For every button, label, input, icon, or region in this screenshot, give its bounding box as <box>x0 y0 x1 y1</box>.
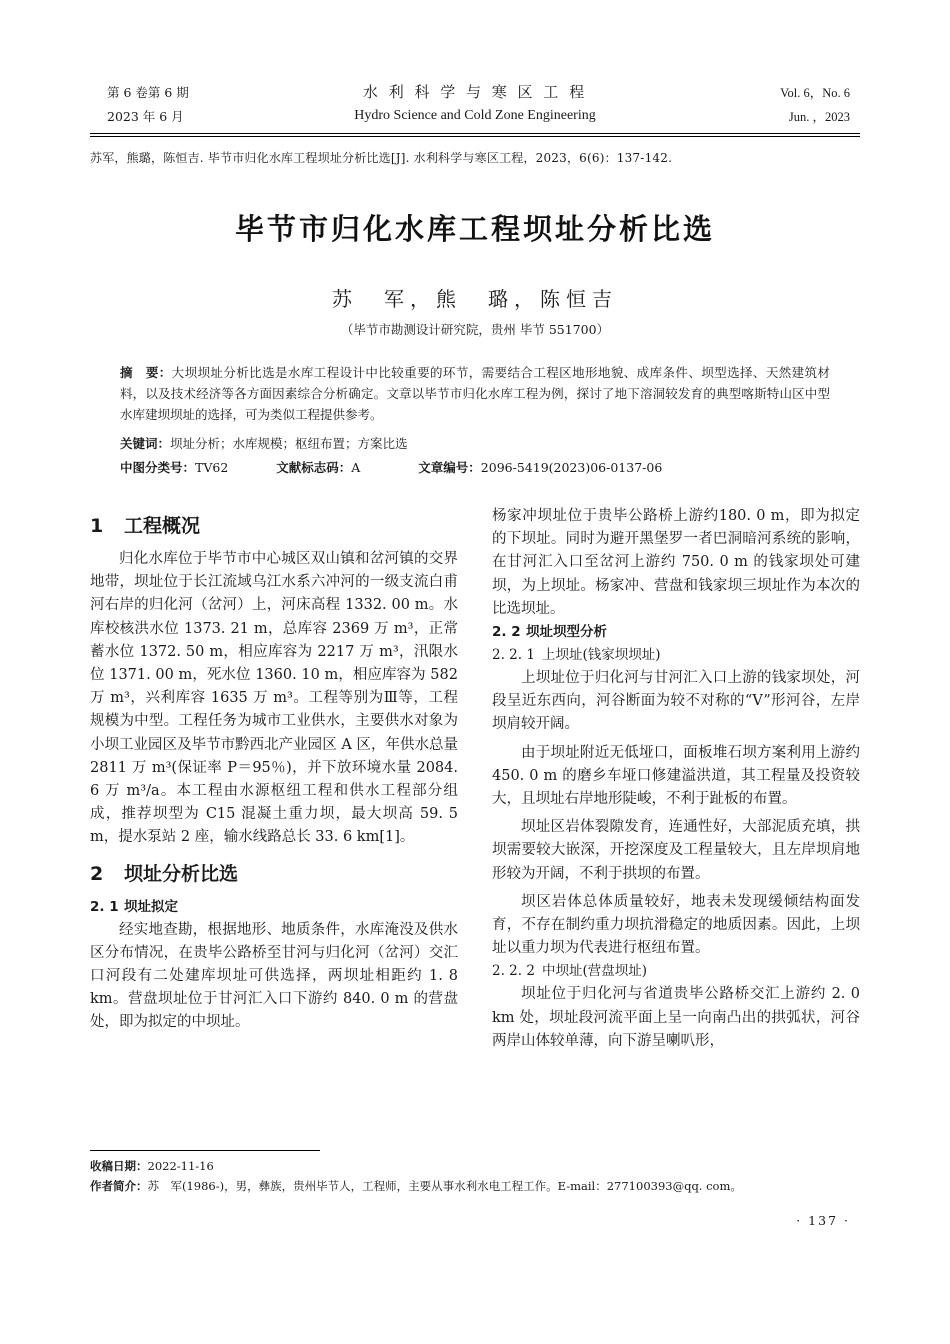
section-2-2-number: 2. 2 <box>492 624 521 641</box>
section-2-title: 坝址分析比选 <box>124 862 239 885</box>
section-2-2-2-number: 2. 2. 2 <box>492 963 535 980</box>
author-bio <box>90 1177 860 1195</box>
section-2-number: 2 <box>90 862 104 885</box>
footnote-rule <box>90 1150 320 1151</box>
section-2-2-1-paragraph-2: 由于坝址附近无低垭口，面板堆石坝方案利用上游约 450. 0 m 的磨乡车垭口修建溢洪道，其工程量及投资较大，且坝址右岸地形陡峻，不利于趾板的布置。 <box>492 744 860 808</box>
authors: 苏 军，熊 璐，陈恒吉 <box>332 287 618 311</box>
section-2-2-title: 坝址坝型分析 <box>526 624 607 641</box>
left-column <box>90 512 458 1035</box>
right-column <box>492 505 860 1053</box>
section-1-number: 1 <box>90 515 104 537</box>
doc-code-value: A <box>351 460 361 475</box>
section-2-2-2-paragraph: 坝址位于归化河与省道贵毕公路桥交汇上游约 2. 0 km 处，坝址段河流平面上呈一向南凸出的拱弧状，河谷两岸山体较单薄，向下游呈喇叭形， <box>492 986 860 1049</box>
article-number-value: 2096-5419(2023)06-0137-06 <box>480 460 663 475</box>
clc-value: TV62 <box>195 460 229 475</box>
abstract <box>120 362 830 425</box>
article-number-label: 文章编号： <box>418 460 481 475</box>
section-1-paragraph: 归化水库位于毕节市中心城区双山镇和岔河镇的交界地带，坝址位于长江流域乌江水系六冲河的一级支流白甫河右岸的归化河（岔河）上，河床高程 1332. 00 m。水库校核洪水位 1373. 21 m，总库容 2369 万 m³，正常蓄水位 1372. 50 m，相应库容为 2217 万 m³，汛限水位 1371. 00 m，死水位 1360. 10 m，相应库容为 582 万 m³，兴利库容 1635 万 m³。工程等别为Ⅲ等，工程规模为中型。工程任务为城市工业供水，主要供水对象为小坝工业园区及毕节市黔西北产业园区 A 区，年供水总量 2811 万 m³(保证率 P＝95％)，并下放环境水量 2084. 6 万 m³/a。本工程由水源枢纽工程和供水工程部分组成，推荐坝型为 C15 混凝土重力坝，最大坝高 59. 5 m，提水泵站 2 座，输水线路总长 33. 6 km[1]。 <box>90 551 458 846</box>
section-2-2-1-paragraph-1: 上坝址位于归化河与甘河汇入口上游的钱家坝处，河段呈近东西向，河谷断面为较不对称的“V”形河谷，左岸坝肩较开阔。 <box>492 670 860 733</box>
citation: 苏军，熊璐，陈恒吉. 毕节市归化水库工程坝址分析比选[J]. 水利科学与寒区工程，2023，6(6)：137-142. <box>90 151 673 165</box>
doc-code-label: 文献标志码： <box>276 460 352 475</box>
journal-date-en: Jun. ，2023 <box>788 110 850 124</box>
journal-date: 2023 年 6 月 <box>107 109 184 124</box>
header-rule <box>90 133 860 134</box>
abstract-text: 大坝坝址分析比选是水库工程设计中比较重要的环节，需要结合工程区地形地貌、成库条件、坝型选择、天然建筑材料，以及技术经济等各方面因素综合分析确定。文章以毕节市归化水库工程为例，探讨了地下溶洞较发育的典型喀斯特山区中型水库建坝坝址的选择，可为类似工程提供参考。 <box>120 365 830 422</box>
section-2-2-1-paragraph-3: 坝址区岩体裂隙发育，连通性好，大部泥质充填，拱坝需要较大嵌深，开挖深度及工程量较大，且左岸坝肩地形较为开阔，不利于拱坝的布置。 <box>492 819 860 882</box>
received-date <box>90 1157 860 1175</box>
clc-label: 中图分类号： <box>120 460 196 475</box>
page-number: · 137 · <box>796 1213 850 1228</box>
section-2-2-1-paragraph-4: 坝区岩体总体质量较好，地表未发现缓倾结构面发育，不存在制约重力坝抗滑稳定的地质因素。因此，上坝址以重力坝为代表进行枢纽布置。 <box>492 893 860 957</box>
author-bio-value: 苏 军(1986-)，男，彝族，贵州毕节人，工程师，主要从事水利水电工程工作。E-mail：277100393@qq. com。 <box>147 1179 742 1193</box>
section-2-2-1-title: 上坝址(钱家坝坝址) <box>542 647 661 664</box>
section-2-1-heading <box>90 896 458 919</box>
section-2-1-paragraph-continued: 杨家冲坝址位于贵毕公路桥上游约180. 0 m，即为拟定的下坝址。同时为避开黑堡罗一者巴洞暗河系统的影响，在甘河汇入口至岔河上游约 750. 0 m 的钱家坝处可建坝，为上坝址。杨家冲、营盘和钱家坝三坝址作为本次的比选坝址。 <box>492 508 860 617</box>
header-rule-double <box>90 136 860 137</box>
section-2-2-1-number: 2. 2. 1 <box>492 647 535 664</box>
section-2-heading <box>90 860 458 888</box>
section-2-1-number: 2. 1 <box>90 898 119 915</box>
received-value: 2022-11-16 <box>147 1159 214 1173</box>
section-1-title: 工程概况 <box>124 515 201 537</box>
author-bio-label: 作者简介： <box>90 1179 148 1193</box>
keywords-label: 关键词： <box>120 436 171 451</box>
classification-line <box>120 457 830 478</box>
journal-title-en: Hydro Science and Cold Zone Engineering <box>354 108 596 123</box>
received-label: 收稿日期： <box>90 1159 148 1173</box>
section-1-heading <box>90 512 458 540</box>
keywords-text: 坝址分析；水库规模；枢纽布置；方案比选 <box>170 436 408 451</box>
journal-volume-en: Vol. 6，No. 6 <box>780 86 850 100</box>
section-2-1-paragraph: 经实地查勘，根据地形、地质条件，水库淹没及供水区分布情况，在贵毕公路桥至甘河与归化河（岔河）交汇口河段有二处建库坝址可供选择，两坝址相距约 1. 8 km。营盘坝址位于甘河汇入口下游约 840. 0 m 的营盘处，即为拟定的中坝址。 <box>90 921 458 1031</box>
section-2-1-title: 坝址拟定 <box>124 898 178 915</box>
section-2-2-2-heading <box>492 960 860 983</box>
section-2-2-1-heading <box>492 644 860 667</box>
keywords <box>120 433 830 454</box>
abstract-label: 摘 要： <box>120 365 172 380</box>
affiliation: （毕节市勘测设计研究院，贵州 毕节 551700） <box>340 322 610 337</box>
section-2-2-2-title: 中坝址(营盘坝址) <box>542 963 648 980</box>
journal-volume-issue: 第 6 卷第 6 期 <box>107 85 189 100</box>
section-2-2-heading <box>492 621 860 644</box>
journal-title-cn: 水 利 科 学 与 寒 区 工 程 <box>362 83 588 101</box>
paper-title: 毕节市归化水库工程坝址分析比选 <box>234 212 715 246</box>
